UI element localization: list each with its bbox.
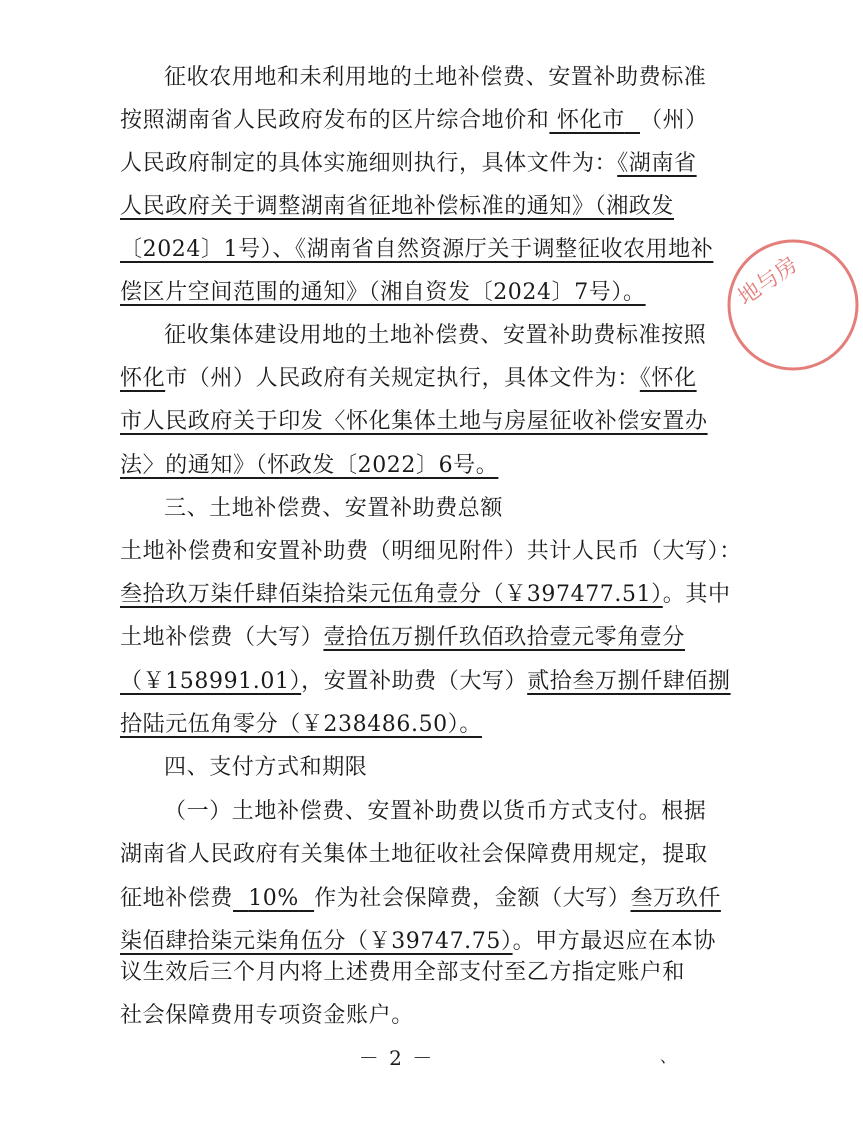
percentage-fill-in: 10% — [248, 886, 299, 911]
section3-line5: 拾陆元伍角零分（￥238486.50）。 — [120, 712, 482, 737]
section4-line1: （一）土地补偿费、安置补助费以货币方式支付。根据 — [164, 799, 707, 824]
section3-line2: 叁拾玖万柒仟肆佰柒拾柒元伍角壹分（￥397477.51）。其中 — [120, 582, 731, 607]
section4-line3: 征地补偿费 10% 作为社会保障费，金额（大写）叁万玖仟 — [120, 886, 721, 911]
section3-line1: 土地补偿费和安置补助费（明细见附件）共计人民币（大写）： — [120, 539, 742, 564]
para1-line6: 偿区片空间范围的通知》（湘自资发〔2024〕7号）。 — [120, 280, 646, 305]
para2-line3: 市人民政府关于印发〈怀化集体土地与房屋征收补偿安置办 — [120, 409, 708, 434]
section4-line4: 柒佰肆拾柒元柒角伍分（￥39747.75）。甲方最迟应在本协 — [120, 929, 716, 954]
section3-line3: 土地补偿费（大写）壹拾伍万捌仟玖佰玖拾壹元零角壹分 — [120, 625, 686, 650]
city-fill-in: 怀化市 — [557, 108, 625, 133]
section4-heading: 四、支付方式和期限 — [164, 755, 368, 780]
section3-line4: （￥158991.01），安置补助费（大写）贰拾叁万捌仟肆佰捌 — [120, 669, 731, 694]
seal-text: 地与房 — [733, 252, 803, 311]
para1-line4: 人民政府关于调整湖南省征地补偿标准的通知》（湘政发 — [120, 194, 675, 219]
margin-mark: 、 — [660, 1047, 677, 1066]
section4-line6: 社会保障费用专项资金账户。 — [120, 1003, 414, 1028]
para2-line2: 怀化市（州）人民政府有关规定执行，具体文件为：《怀化 — [120, 366, 697, 391]
page-number: － 2 － — [358, 1046, 435, 1070]
para2-line1: 征收集体建设用地的土地补偿费、安置补助费标准按照 — [164, 323, 707, 348]
para1-line2: 按照湖南省人民政府发布的区片综合地价和 怀化市 （州） — [120, 108, 708, 133]
section4-line5: 议生效后三个月内将上述费用全部支付至乙方指定账户和 — [120, 960, 686, 985]
section3-heading: 三、土地补偿费、安置补助费总额 — [164, 496, 504, 521]
para1-line5: 〔2024〕1号）、《湖南省自然资源厅关于调整征收农用地补 — [120, 237, 714, 262]
section4-line2: 湖南省人民政府有关集体土地征收社会保障费用规定，提取 — [120, 842, 708, 867]
para2-line4: 法〉的通知》（怀政发〔2022〕6号。 — [120, 453, 499, 478]
official-seal-partial — [723, 230, 863, 380]
para1-line1: 征收农用地和未利用地的土地补偿费、安置补助费标准 — [164, 65, 707, 90]
para1-line3: 人民政府制定的具体实施细则执行，具体文件为：《湖南省 — [120, 151, 697, 176]
